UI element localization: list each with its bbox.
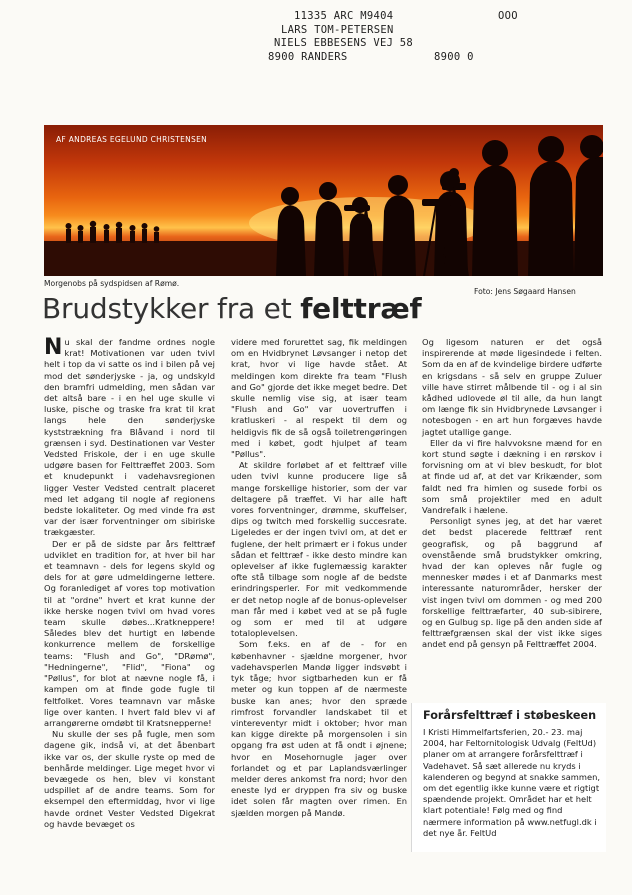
paragraph: Nu skulle der ses på fugle, men som dagene gik, indså vi, at det åbenbart ikke var os, der skulle ryste op med de benhårde meldinger. Lige meget hvor vi bevægede os hen, blev vi konstant udspillet af de andre teams. Som for eksempel den eftermiddag, hvor vi lige havde ordnet Vester Vedsted Digekrat og havde bevæget os xyxy=(44,729,215,829)
paragraph: Som f.eks. en af de - for en københavner - sjældne morgener, hvor vadehavsperlen Mandø ligger indsvøbt i tyk tåge; hvor sigtbarheden kun er få meter og kun toppen af de nærmeste buske kan anes; hvor den spræde rimfrost forvandler landskabet til et vintereventyr midt i oktober; hvor man kan kigge direkte på morgensolen i sin opgang fra øst uden at få ondt i øjnene; hvor en Mosehornugle jager over forlandet og et par Laplandsværlinger melder deres ankomst fra nord; hvor den eneste lyd er dryppen fra siv og buske idet solen får magten over rimen. En sjælden morgen på Mandø. xyxy=(231,639,407,818)
paragraph: Nu skal der fandme ordnes nogle krat! Motivationen var uden tvivl helt i top da vi satte os ind i bilen på vej mod det sønderjyske - ja, og undskyld den bramfri udmelding, men sådan var det altså bare - i en hel uge skulle vi luske, pische og traske fra krat til krat langs hele den sønderjyske kyststrækning fra Blåvand i nord til grænsen i syd. Destinationen var Vester Vedsted Friskole, der i en uge skulle udgøre basen for Felttræffet 2003. Som et knudepunkt i vadehavsregionen ligger Vester Vedsted centralt placeret med let adgang til nogle af regionens bedste lokaliteter. Og med vinde fra øst var der især forventninger om sibiriske trækgæster. xyxy=(44,335,215,538)
paragraph: Eller da vi fire halvvoksne mænd for en kort stund søgte i dækning i en rørskov i forvisning om at vi blev beskudt, for blot at finde ud af, at det var Krikænder, som faldt ned fra himlen og susede forbi os som små projektiler med en adult Vandrefalk i hælene. xyxy=(422,437,602,516)
article-column-1 xyxy=(44,337,215,830)
drop-cap: N xyxy=(44,335,63,360)
paragraph: Og ligesom naturen er det også inspirerende at møde ligesindede i felten. Som da en af de kvindelige birdere udførte en krigsdans - så selv en gruppe Zuluer ville have stirret målbende til - og i al sin kådhed udlovede øl til alle, da hun langt om længe fik sin Hvidbrynede Løvsanger i notesbogen - en art hun forgæves havde jagtet utallige gange. xyxy=(422,337,602,437)
address-city: 8900 RANDERS xyxy=(268,50,348,63)
photo-credit: Foto: Jens Søgaard Hansen xyxy=(474,287,576,296)
address-street: NIELS EBBESENS VEJ 58 xyxy=(274,37,414,50)
article-column-2 xyxy=(231,337,407,819)
foreground-people-silhouette xyxy=(276,135,603,276)
article-title xyxy=(42,291,421,327)
distant-crowd-silhouette xyxy=(66,221,160,243)
address-code-1: OOO xyxy=(498,10,518,22)
address-name: LARS TOM-PETERSEN xyxy=(281,23,394,36)
title-normal: Brudstykker fra et xyxy=(42,292,301,325)
paragraph: Personligt synes jeg, at det har været det bedst placerede felttræf rent geografisk, og på baggrund af ovenstående små brudstykker omkring, hvad der kan opleves når fugle og mennesker mødes i et af Danmarks mest interessante naturområder, hersker der vist ingen tvivl om dommen - og med 200 forskellige felttræfarter, 40 sub-sibirere, og en Gulbug sp. lige på den anden side af felttræfgrænsen skal der vist ikke siges andet end på gensyn på Felttræffet 2004. xyxy=(422,516,602,650)
silhouette-illustration xyxy=(44,125,603,276)
title-bold: felttræf xyxy=(300,292,422,325)
article-column-3 xyxy=(422,337,602,651)
sunrise-birdwatchers-photo xyxy=(44,125,603,276)
article-byline: AF ANDREAS EGELUND CHRISTENSEN xyxy=(56,135,208,144)
paragraph: At skildre forløbet af et felttræf ville uden tvivl kunne producere lige så mange forskellige historier, som der var deltagere på træffet. Vi har alle haft vores forventninger, drømme, skuffelser, dips og twitch med forskellig succesrate. Ligeledes er der ingen tvivl om, at det er fuglene, der helt primært er i fokus under sådan et felttræf - ikke desto mindre kan oplevelser af ikke fuglemæssig karakter ofte stå tilbage som nogle af de bedste erindringsperler. For mit vedkommende er det netop nogle af de bonus-oplevelser man får med i købet ved at se på fugle og som er med til at udgøre totaloplevelsen. xyxy=(231,460,407,639)
address-line-1: 11335 ARC M9404 xyxy=(294,10,394,22)
paragraph: Der er på de sidste par års felttræf udviklet en tradition for, at hver bil har et teamnavn - dels for legens skyld og dels for at gøre udmeldingerne lettere. Og foranlediget af vores top motivation til at "ordne" hvert et krat kunne der ikke herske nogen tvivl om hvad vores team skulle døbes...Kratkneppere! Således blev det hurtigt en løbende konkurrence mellem de forskellige teams: "Flush and Go", "DRømø", "Hedningerne", "Flid", "Fiona" og "Pøllus", for blot at nævne nogle få, i kampen om at finde gode fugle til feltfolket. Vores teamnavn var måske lige over kanten. I hvert fald blev vi af arrangørerne omdøbt til Kratsnepperne! xyxy=(44,538,215,728)
address-code-2: 8900 0 xyxy=(434,50,474,63)
info-box xyxy=(411,703,606,852)
info-box-body: I Kristi Himmelfartsferien, 20.- 23. maj 2004, har Feltornitologisk Udvalg (FeltUd) planer om at arrangere forårsfelttræf i Vadehavet. Så sæt allerede nu kryds i kalenderen og begynd at snakke sammen, om det egentlig ikke kunne være et rigtigt spændende projekt. Området har et helt klart potentiale! Følg med og find nærmere information på www.netfugl.dk i det nye år. FeltUd xyxy=(423,727,600,838)
photo-caption: Morgenobs på sydspidsen af Rømø. xyxy=(44,279,180,288)
paragraph: videre med forurettet sag, fik meldingen om en Hvidbrynet Løvsanger i netop det krat, hvor vi lige havde stået. At meldingen kom direkte fra team "Flush and Go" gjorde det ikke meget bedre. Det skulle nemlig vise sig, at især team "Flush and Go" var uovertruffen i kratluskeri - al respekt til dem og heldigvis fik de så også toiletrengøringen med i købet, godt hjulpet af team "Pøllus". xyxy=(231,337,407,460)
address-label xyxy=(236,10,536,64)
info-box-title: Forårsfelttræf i støbeskeen xyxy=(423,709,597,722)
